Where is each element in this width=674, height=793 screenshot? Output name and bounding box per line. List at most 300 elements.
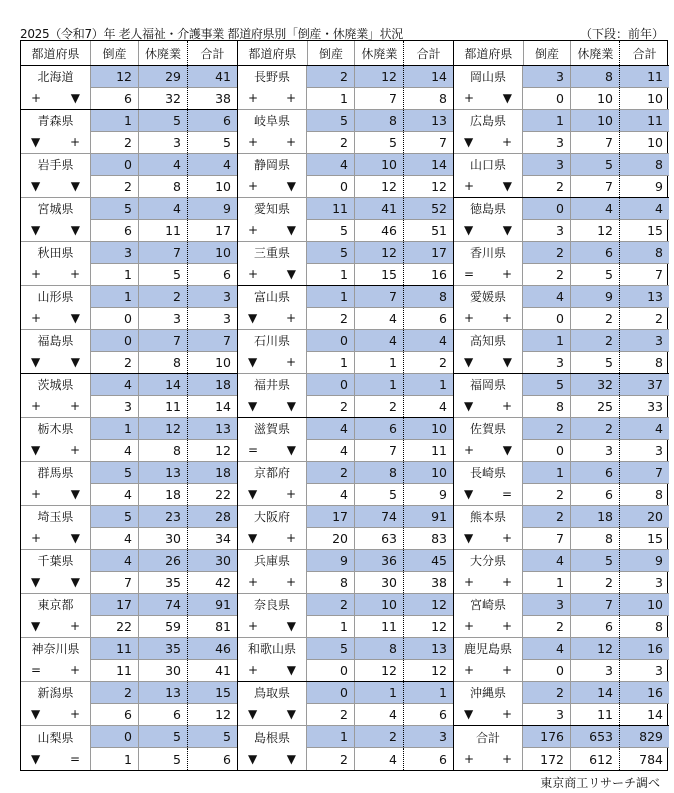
bankruptcy-change-mark: ▼ — [464, 531, 474, 546]
change-marks — [238, 220, 306, 242]
previous-year-row — [307, 132, 453, 153]
total-prev-value: 10 — [647, 90, 663, 106]
values — [91, 418, 237, 461]
values — [523, 418, 669, 461]
bankruptcy-value: 0 — [523, 198, 571, 219]
prefecture-block — [454, 726, 669, 770]
prefecture-name: 岩手県 — [37, 158, 74, 173]
total-prev-value: 10 — [647, 134, 663, 150]
change-marks — [21, 528, 90, 550]
change-marks — [454, 308, 522, 330]
change-marks — [238, 352, 306, 374]
values — [91, 726, 237, 770]
bankruptcy-value: 4 — [523, 638, 571, 659]
current-year-row — [523, 594, 669, 616]
closure-prev-value: 5 — [355, 132, 404, 153]
current-year-row — [307, 550, 453, 572]
current-year-row — [91, 286, 237, 308]
lower-row-note: （下段：前年） — [579, 27, 664, 41]
prefecture-cell — [238, 198, 307, 241]
total-prev-value: 6 — [439, 751, 447, 767]
prefecture-block — [21, 330, 237, 374]
prefecture-name: 静岡県 — [253, 158, 290, 173]
change-marks — [238, 616, 306, 638]
prefecture-name: 愛媛県 — [469, 290, 506, 305]
prefecture-block — [21, 286, 237, 330]
values — [307, 638, 453, 681]
values — [91, 462, 237, 505]
prefecture-name: 長崎県 — [469, 466, 506, 481]
bankruptcy-value: 1 — [307, 726, 355, 747]
bankruptcy-prev-value: 8 — [307, 572, 355, 593]
bankruptcy-prev-value: 6 — [91, 88, 139, 109]
previous-year-row — [91, 528, 237, 549]
prefecture-name: 群馬県 — [37, 466, 74, 481]
bankruptcy-value: 4 — [91, 374, 139, 395]
closure-value: 4 — [139, 154, 188, 175]
total-value: 13 — [215, 420, 231, 436]
bankruptcy-prev-value: 4 — [307, 440, 355, 461]
prefecture-block — [454, 242, 669, 286]
closure-value: 6 — [571, 242, 620, 263]
total-change-mark: ▼ — [286, 663, 296, 678]
change-marks — [21, 88, 90, 110]
prefecture-name: 沖縄県 — [469, 686, 506, 701]
closure-value: 74 — [139, 594, 188, 615]
closure-value: 2 — [571, 330, 620, 351]
current-year-row — [307, 418, 453, 440]
prefecture-name: 三重県 — [253, 246, 290, 261]
total-prev-value: 17 — [215, 222, 231, 238]
bankruptcy-change-mark: = — [31, 663, 42, 678]
prefecture-name: 鹿児島県 — [463, 642, 512, 657]
closure-value: 12 — [571, 638, 620, 659]
table-section-3 — [453, 41, 669, 770]
total-change-mark: + — [69, 443, 80, 458]
bankruptcy-change-mark: + — [248, 179, 259, 194]
prefecture-name: 高知県 — [469, 334, 506, 349]
bankruptcy-prev-value: 0 — [91, 308, 139, 329]
total-value: 13 — [647, 288, 663, 304]
change-marks — [21, 308, 90, 330]
values — [523, 242, 669, 285]
bankruptcy-change-mark: ▼ — [31, 179, 41, 194]
bankruptcy-change-mark: + — [248, 619, 259, 634]
closure-prev-value: 5 — [355, 484, 404, 505]
prefecture-cell — [21, 242, 91, 285]
prefecture-name: 滋賀県 — [253, 422, 290, 437]
bankruptcy-prev-value: 22 — [91, 616, 139, 637]
current-year-row — [91, 638, 237, 660]
header-bankruptcy: 倒産 — [308, 41, 356, 65]
total-value: 18 — [215, 376, 231, 392]
bankruptcy-value: 17 — [307, 506, 355, 527]
current-year-row — [307, 506, 453, 528]
total-value: 6 — [223, 112, 231, 128]
bankruptcy-change-mark: + — [248, 135, 259, 150]
bankruptcy-change-mark: + — [464, 91, 475, 106]
previous-year-row — [523, 308, 669, 329]
closure-prev-value: 6 — [571, 484, 620, 505]
previous-year-row — [523, 220, 669, 241]
total-value: 17 — [431, 244, 447, 260]
closure-value: 8 — [571, 66, 620, 87]
prefecture-name: 岐阜県 — [253, 114, 290, 129]
change-marks — [21, 132, 90, 154]
change-marks — [238, 660, 306, 682]
prefecture-block — [238, 154, 453, 198]
total-prev-value: 14 — [647, 706, 663, 722]
bankruptcy-change-mark: + — [464, 179, 475, 194]
total-prev-value: 83 — [431, 530, 447, 546]
bankruptcy-change-mark: + — [464, 663, 475, 678]
prefecture-block — [238, 286, 453, 330]
prefecture-name: 栃木県 — [37, 422, 74, 437]
previous-year-row — [523, 528, 669, 549]
previous-year-row — [307, 704, 453, 725]
change-marks — [454, 572, 522, 594]
current-year-row — [307, 286, 453, 308]
bankruptcy-change-mark: ▼ — [248, 355, 258, 370]
prefecture-cell — [238, 682, 307, 725]
prefecture-cell — [454, 506, 523, 549]
closure-prev-value: 7 — [571, 132, 620, 153]
closure-value: 12 — [139, 418, 188, 439]
total-prev-value: 6 — [439, 310, 447, 326]
change-marks — [454, 132, 522, 154]
total-value: 7 — [655, 464, 663, 480]
values — [307, 594, 453, 637]
closure-value: 1 — [355, 682, 404, 703]
change-marks — [454, 88, 522, 110]
prefecture-name: 埼玉県 — [37, 510, 74, 525]
prefecture-cell — [21, 550, 91, 593]
current-year-row — [523, 682, 669, 704]
previous-year-row — [523, 704, 669, 725]
values — [307, 682, 453, 725]
total-value: 14 — [431, 68, 447, 84]
total-value: 4 — [655, 200, 663, 216]
bankruptcy-prev-value: 2 — [307, 132, 355, 153]
prefecture-cell — [454, 418, 523, 461]
total-prev-value: 10 — [215, 354, 231, 370]
previous-year-row — [307, 308, 453, 329]
total-prev-value: 6 — [223, 266, 231, 282]
bankruptcy-value: 0 — [91, 330, 139, 351]
current-year-row — [523, 418, 669, 440]
closure-value: 653 — [571, 726, 620, 747]
values — [307, 374, 453, 417]
total-value: 10 — [647, 596, 663, 612]
bankruptcy-change-mark: ▼ — [31, 443, 41, 458]
change-marks — [454, 660, 522, 682]
prefecture-name: 奈良県 — [253, 598, 290, 613]
prefecture-block — [21, 198, 237, 242]
change-marks — [454, 484, 522, 506]
bankruptcy-change-mark: + — [31, 399, 42, 414]
closure-prev-value: 2 — [571, 572, 620, 593]
change-marks — [21, 264, 90, 286]
total-change-mark: ▼ — [286, 707, 296, 722]
closure-value: 5 — [139, 726, 188, 747]
values — [307, 154, 453, 197]
bankruptcy-value: 2 — [91, 682, 139, 703]
total-change-mark: + — [69, 707, 80, 722]
total-value: 3 — [223, 288, 231, 304]
prefecture-name: 山形県 — [37, 290, 74, 305]
change-marks — [238, 440, 306, 462]
change-marks — [21, 484, 90, 506]
total-change-mark: ▼ — [70, 311, 80, 326]
previous-year-row — [307, 176, 453, 197]
closure-value: 23 — [139, 506, 188, 527]
total-value: 4 — [439, 332, 447, 348]
bankruptcy-prev-value: 4 — [307, 484, 355, 505]
total-prev-value: 8 — [439, 90, 447, 106]
bankruptcy-change-mark: + — [248, 91, 259, 106]
previous-year-row — [523, 616, 669, 637]
closure-prev-value: 3 — [139, 308, 188, 329]
values — [91, 638, 237, 681]
closure-value: 10 — [355, 594, 404, 615]
previous-year-row — [307, 616, 453, 637]
closure-prev-value: 30 — [139, 660, 188, 681]
bankruptcy-change-mark: ▼ — [464, 223, 474, 238]
closure-value: 4 — [355, 330, 404, 351]
prefecture-cell — [238, 550, 307, 593]
table-section-2 — [237, 41, 453, 770]
change-marks — [21, 176, 90, 198]
header-closure: 休廃業 — [355, 41, 404, 65]
prefecture-block — [21, 682, 237, 726]
closure-value: 2 — [139, 286, 188, 307]
change-marks — [238, 308, 306, 330]
prefecture-name: 佐賀県 — [469, 422, 506, 437]
total-prev-value: 33 — [647, 398, 663, 414]
bankruptcy-prev-value: 2 — [523, 616, 571, 637]
bankruptcy-prev-value: 7 — [91, 572, 139, 593]
prefecture-block — [238, 638, 453, 682]
change-marks — [454, 176, 522, 198]
prefecture-block — [21, 506, 237, 550]
prefecture-cell — [454, 550, 523, 593]
header-row — [454, 41, 669, 66]
values — [307, 242, 453, 285]
header-total: 合計 — [416, 46, 441, 61]
header-total: 合計 — [632, 46, 657, 61]
total-prev-value: 10 — [215, 178, 231, 194]
values — [91, 506, 237, 549]
closure-value: 6 — [571, 462, 620, 483]
total-value: 10 — [431, 464, 447, 480]
prefecture-name: 宮崎県 — [469, 598, 506, 613]
values — [307, 110, 453, 153]
bankruptcy-value: 4 — [91, 550, 139, 571]
prefecture-name: 新潟県 — [37, 686, 74, 701]
prefecture-block — [454, 682, 669, 726]
change-marks — [454, 352, 522, 374]
change-marks — [238, 748, 306, 770]
bankruptcy-change-mark: + — [31, 487, 42, 502]
header-bankruptcy: 倒産 — [524, 41, 572, 65]
table-section-1 — [21, 41, 237, 770]
total-value: 30 — [215, 552, 231, 568]
prefecture-block — [238, 198, 453, 242]
bankruptcy-value: 2 — [307, 594, 355, 615]
total-value: 16 — [647, 640, 663, 656]
values — [523, 374, 669, 417]
closure-prev-value: 35 — [139, 572, 188, 593]
prefecture-cell — [238, 726, 307, 770]
total-value: 91 — [431, 508, 447, 524]
closure-value: 14 — [139, 374, 188, 395]
closure-value: 8 — [355, 638, 404, 659]
total-prev-value: 12 — [431, 178, 447, 194]
previous-year-row — [523, 176, 669, 197]
change-marks — [238, 176, 306, 198]
closure-value: 29 — [139, 66, 188, 87]
previous-year-row — [307, 396, 453, 417]
previous-year-row — [307, 572, 453, 593]
bankruptcy-prev-value: 2 — [91, 176, 139, 197]
values — [307, 550, 453, 593]
previous-year-row — [91, 748, 237, 770]
current-year-row — [307, 726, 453, 748]
values — [307, 506, 453, 549]
change-marks — [454, 748, 522, 770]
closure-prev-value: 59 — [139, 616, 188, 637]
values — [523, 286, 669, 329]
bankruptcy-value: 1 — [91, 286, 139, 307]
total-value: 11 — [647, 112, 663, 128]
bankruptcy-value: 12 — [91, 66, 139, 87]
total-change-mark: = — [501, 487, 512, 502]
values — [91, 154, 237, 197]
closure-value: 6 — [355, 418, 404, 439]
prefecture-table — [20, 40, 668, 771]
closure-value: 5 — [571, 154, 620, 175]
closure-value: 2 — [571, 418, 620, 439]
header-prefecture: 都道府県 — [454, 41, 524, 65]
total-prev-value: 6 — [223, 751, 231, 767]
values — [91, 550, 237, 593]
values — [523, 66, 669, 109]
total-prev-value: 8 — [655, 486, 663, 502]
prefecture-block — [238, 506, 453, 550]
total-prev-value: 7 — [655, 266, 663, 282]
total-prev-value: 9 — [655, 178, 663, 194]
previous-year-row — [307, 528, 453, 549]
change-marks — [454, 396, 522, 418]
closure-prev-value: 612 — [571, 748, 620, 770]
bankruptcy-prev-value: 3 — [523, 704, 571, 725]
bankruptcy-value: 5 — [91, 506, 139, 527]
total-change-mark: ▼ — [502, 443, 512, 458]
prefecture-cell — [21, 506, 91, 549]
bankruptcy-value: 4 — [523, 550, 571, 571]
prefecture-name: 福島県 — [37, 334, 74, 349]
previous-year-row — [523, 352, 669, 373]
closure-prev-value: 3 — [571, 660, 620, 681]
bankruptcy-value: 5 — [523, 374, 571, 395]
bankruptcy-prev-value: 2 — [91, 352, 139, 373]
bankruptcy-value: 0 — [91, 154, 139, 175]
bankruptcy-value: 11 — [91, 638, 139, 659]
current-year-row — [523, 198, 669, 220]
previous-year-row — [91, 352, 237, 373]
prefecture-cell — [21, 418, 91, 461]
closure-value: 1 — [355, 374, 404, 395]
closure-prev-value: 8 — [139, 176, 188, 197]
closure-prev-value: 5 — [139, 264, 188, 285]
prefecture-cell — [21, 286, 91, 329]
prefecture-block — [454, 154, 669, 198]
bankruptcy-prev-value: 2 — [307, 704, 355, 725]
bankruptcy-prev-value: 172 — [523, 748, 571, 770]
prefecture-cell — [21, 66, 91, 109]
header-bankruptcy: 倒産 — [91, 41, 139, 65]
bankruptcy-prev-value: 4 — [91, 528, 139, 549]
total-prev-value: 3 — [655, 662, 663, 678]
total-prev-value: 22 — [215, 486, 231, 502]
prefecture-block — [238, 418, 453, 462]
total-prev-value: 3 — [223, 310, 231, 326]
prefecture-name: 茨城県 — [37, 378, 74, 393]
total-prev-value: 784 — [639, 751, 663, 767]
prefecture-name: 兵庫県 — [253, 554, 290, 569]
total-change-mark: + — [69, 663, 80, 678]
total-prev-value: 7 — [439, 134, 447, 150]
current-year-row — [523, 550, 669, 572]
previous-year-row — [91, 264, 237, 285]
total-change-mark: + — [69, 399, 80, 414]
total-value: 13 — [431, 640, 447, 656]
prefecture-cell — [238, 286, 307, 329]
prefecture-block — [21, 594, 237, 638]
total-value: 8 — [655, 156, 663, 172]
closure-value: 5 — [571, 550, 620, 571]
closure-value: 9 — [571, 286, 620, 307]
prefecture-block — [238, 374, 453, 418]
bankruptcy-prev-value: 2 — [91, 132, 139, 153]
total-change-mark: ▼ — [70, 223, 80, 238]
closure-value: 36 — [355, 550, 404, 571]
bankruptcy-value: 0 — [307, 330, 355, 351]
closure-prev-value: 6 — [571, 616, 620, 637]
closure-prev-value: 3 — [139, 132, 188, 153]
total-prev-value: 12 — [431, 618, 447, 634]
values — [523, 198, 669, 241]
section-body — [21, 66, 237, 770]
current-year-row — [91, 154, 237, 176]
bankruptcy-change-mark: ▼ — [248, 399, 258, 414]
total-change-mark: + — [501, 707, 512, 722]
prefecture-cell — [454, 638, 523, 681]
change-marks — [238, 572, 306, 594]
total-prev-value: 2 — [439, 354, 447, 370]
closure-prev-value: 10 — [571, 88, 620, 109]
previous-year-row — [307, 88, 453, 109]
change-marks — [454, 264, 522, 286]
values — [307, 66, 453, 109]
values — [307, 198, 453, 241]
total-value: 8 — [439, 288, 447, 304]
total-prev-value: 9 — [439, 486, 447, 502]
bankruptcy-prev-value: 6 — [91, 704, 139, 725]
current-year-row — [91, 242, 237, 264]
closure-value: 4 — [571, 198, 620, 219]
change-marks — [454, 220, 522, 242]
